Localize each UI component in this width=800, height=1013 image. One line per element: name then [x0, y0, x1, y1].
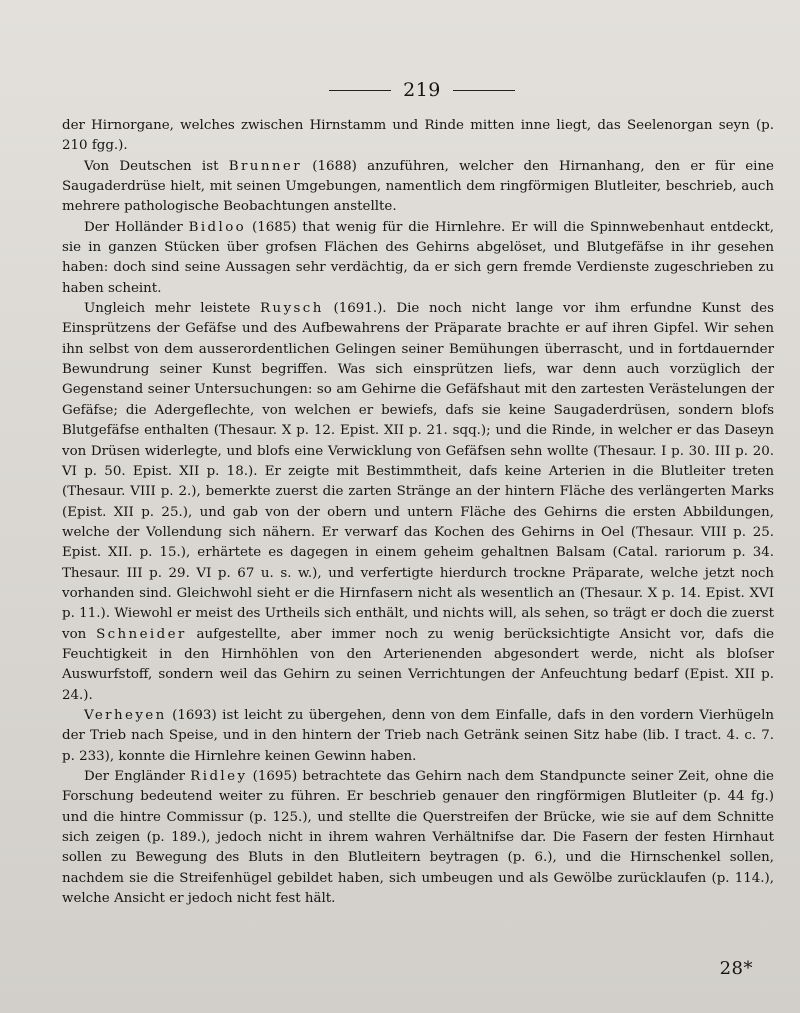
paragraph-p3: [62, 218, 774, 299]
paragraph-p5: [62, 706, 774, 767]
text-run: (1693) ist leicht zu übergehen, denn von dem Einfalle, dafs in den vordern Vierhügeln der Trieb nach Speise, und in den hintern der Trieb nach Getränk seinen Sitz habe (lib. I tract. 4. c. 7. p. 233), konnte die Hirnlehre keinen Gewinn haben.: [62, 707, 774, 764]
text-run: aufgestellte, aber immer noch zu wenig berücksichtigte Ansicht vor, dafs die Feuchtigkeit in den Hirnhöhlen von den Arterienenden abgesondert werde, nicht als bloſser Auswurfstoff, sondern weil das Gehirn zu seinen Verrichtungen der Anfeuchtung bedarf (Epist. XII p. 24.).: [62, 626, 774, 703]
text-run: (1688) anzuführen, welcher den Hirnanhang, den er für eine Saugaderdrüse hielt, mit seinen Umgebungen, namentlich dem ringförmigen Blutleiter, beschrieb, auch mehrere pathologische Beobachtungen anstellte.: [62, 158, 774, 215]
header-rule-left: [329, 90, 391, 91]
author-name: Ruysch: [260, 301, 324, 317]
author-name: Ridley: [190, 769, 248, 784]
header-rule-right: [453, 90, 515, 91]
text-run: (1685) that wenig für die Hirnlehre. Er will die Spinnwebenhaut entdeckt, sie in ganzen Stücken über grofsen Flächen des Gehirns abgelöset, und Blutgefäfse in ihr gesehen haben: doch sind seine Aussagen sehr verdächtig, da er sich gern fremde Verdienste zugeschrieben zu haben scheint.: [62, 219, 774, 296]
text-run: Ungleich mehr leistete: [84, 301, 261, 317]
text-run: Der Holländer: [84, 219, 189, 235]
author-name: Bidloo: [188, 219, 247, 235]
paragraph-p6: [62, 767, 774, 909]
page-number: 219: [403, 79, 441, 101]
text-run: Der Engländer: [84, 769, 191, 784]
author-name: Schneider: [96, 626, 187, 642]
paragraph-p4: [62, 299, 774, 706]
author-name: Brunner: [228, 158, 303, 174]
paragraph-p1: [62, 116, 774, 157]
paragraph-p2: [62, 157, 774, 218]
body-text: [62, 116, 774, 909]
page-header: [70, 79, 774, 101]
author-name: Verheyen: [84, 707, 167, 723]
text-run: Von Deutschen ist: [84, 158, 229, 174]
printer-signature: 28*: [719, 958, 753, 979]
text-run: (1695) betrachtete das Gehirn nach dem Standpuncte seiner Zeit, ohne die Forschung bedeutend weiter zu führen. Er beschrieb genauer den ringförmigen Blutleiter (p. 44 fg.) und die hintre Commissur (p. 125.), und stellte die Querstreifen der Brücke, wie sie auf dem Schnitte sich zeigen (p. 189.), jedoch nicht in ihrem wahren Verhältnifse dar. Die Fasern der festen Hirnhaut sollen zu Bewegung des Bluts in den Blutleitern beytragen (p. 6.), und die Hirnschenkel sollen, nachdem sie die Streifenhügel gebildet haben, sich umbeugen und als Gewölbe zurücklaufen (p. 114.), welche Ansicht er jedoch nicht fest hält.: [62, 769, 774, 907]
text-run: der Hirnorgane, welches zwischen Hirnstamm und Rinde mitten inne liegt, das Seelenorgan seyn (p. 210 fgg.).: [62, 118, 774, 154]
text-run: (1691.). Die noch nicht lange vor ihm erfundne Kunst des Einsprützens der Gefäfse und des Aufbewahrens der Präparate brachte er auf ihren Gipfel. Wir sehen ihn selbst von dem ausserordentlichen Gelingen seiner Bemühungen überrascht, und in fortdauernder Bewundrung seiner Kunst begriffen. Was sich einsprützen liefs, war denn auch vorzüglich der Gegenstand seiner Untersuchungen: so am Gehirne die Gefäfshaut mit den zartesten Verästelungen der Gefäfse; die Adergeflechte, von welchen er bewiefs, dafs sie keine Saugaderdrüsen, sondern blofs Blutgefäfse enthalten (Thesaur. X p. 12. Epist. XII p. 21. sqq.); und die Rinde, in welcher er das Daseyn von Drüsen widerlegte, und blofs eine Verwicklung von Gefäfsen sehn wollte (Thesaur. I p. 30. III p. 20. VI p. 50. Epist. XII p. 18.). Er zeigte mit Bestimmtheit, dafs keine Arterien in die Blutleiter treten (Thesaur. VIII p. 2.), bemerkte zuerst die zarten Stränge an der hintern Fläche des verlängerten Marks (Epist. XII p. 25.), und gab von der obern und untern Fläche des Gehirns die ersten Abbildungen, welche der Vollendung sich nähern. Er verwarf das Kochen des Gehirns in Oel (Thesaur. VIII p. 25. Epist. XII. p. 15.), erhärtete es dagegen in einem geheim gehaltnen Balsam (Catal. rariorum p. 34. Thesaur. III p. 29. VI p. 67 u. s. w.), und verfertigte hierdurch trockne Präparate, welche jetzt noch vorhanden sind. Gleichwohl sieht er die Hirnfasern nicht als wesentlich an (Thesaur. X p. 14. Epist. XVI p. 11.). Wiewohl er meist des Urtheils sich enthält, und nichts will, als sehen, so trägt er doch die zuerst von: [62, 301, 774, 642]
